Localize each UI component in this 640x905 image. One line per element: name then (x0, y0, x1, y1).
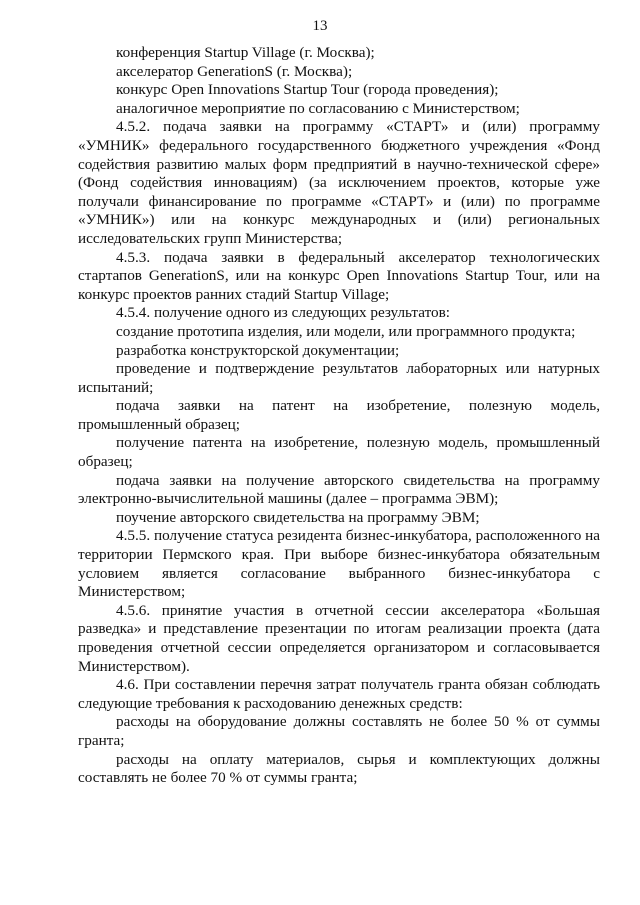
page-number: 13 (312, 18, 328, 34)
paragraph-copyright-received: поучение авторского свидетельства на программу ЭВМ; (116, 508, 480, 526)
document-body (78, 44, 600, 788)
paragraph-equipment-expenses: расходы на оборудование должны составлять не более 50 % от суммы гранта; (78, 713, 600, 749)
paragraph-accelerator-generations: акселератор GenerationS (г. Москва); (116, 62, 353, 80)
paragraph-4-6: 4.6. При составлении перечня затрат получатель гранта обязан соблюдать следующие требования к расходованию денежных средств: (78, 676, 600, 712)
paragraph-patent-received: получение патента на изобретение, полезную модель, промышленный образец; (78, 434, 600, 471)
paragraph-materials-expenses: расходы на оплату материалов, сырья и комплектующих должны составлять не более 70 % от суммы гранта; (78, 750, 600, 787)
paragraph-4-5-5: 4.5.5. получение статуса резидента бизнес-инкубатора, расположенного на территории Пермского края. При выборе бизнес-инкубатора обязательным условием является согласование выбранного бизнес-инкубатора с Министерством; (78, 527, 600, 601)
paragraph-patent-application: подача заявки на патент на изобретение, полезную модель, промышленный образец; (78, 397, 600, 433)
paragraph-contest-open-innovations: конкурс Open Innovations Startup Tour (города проведения); (116, 81, 499, 99)
paragraph-lab-tests: проведение и подтверждение результатов лабораторных или натурных испытаний; (78, 360, 600, 396)
paragraph-4-5-2: 4.5.2. подача заявки на программу «СТАРТ» и (или) программу «УМНИК» федерального государственного бюджетного учреждения «Фонд содействия развитию малых форм предприятий в научно-технической сфере» (Фонд содействия инновациям) (за исключением проектов, которые уже получали финансирование по программе «СТАРТ» и (или) по программе «УМНИК») или на конкурс международных и (или) региональных исследовательских групп Министерства; (78, 118, 600, 247)
paragraph-copyright-application: подача заявки на получение авторского свидетельства на программу электронно-вычислительной машины (далее – программа ЭВМ); (78, 471, 600, 508)
paragraph-prototype: создание прототипа изделия, или модели, или программного продукта; (116, 322, 576, 340)
paragraph-4-5-3: 4.5.3. подача заявки в федеральный акселератор технологических стартапов GenerationS, или на конкурс Open Innovations Startup Tour, или на конкурс проектов ранних стадий Startup Village; (78, 248, 600, 303)
paragraph-design-docs: разработка конструкторской документации; (116, 341, 400, 359)
paragraph-4-5-6: 4.5.6. принятие участия в отчетной сессии акселератора «Большая разведка» и представление презентации по итогам реализации проекта (дата проведения отчетной сессии определяется организатором и согласовывается Министерством). (78, 601, 600, 675)
paragraph-similar-event: аналогичное мероприятие по согласованию с Министерством; (116, 99, 520, 117)
paragraph-conference-startup-village: конференция Startup Village (г. Москва); (116, 44, 375, 61)
paragraph-4-5-4: 4.5.4. получение одного из следующих результатов: (116, 304, 450, 322)
